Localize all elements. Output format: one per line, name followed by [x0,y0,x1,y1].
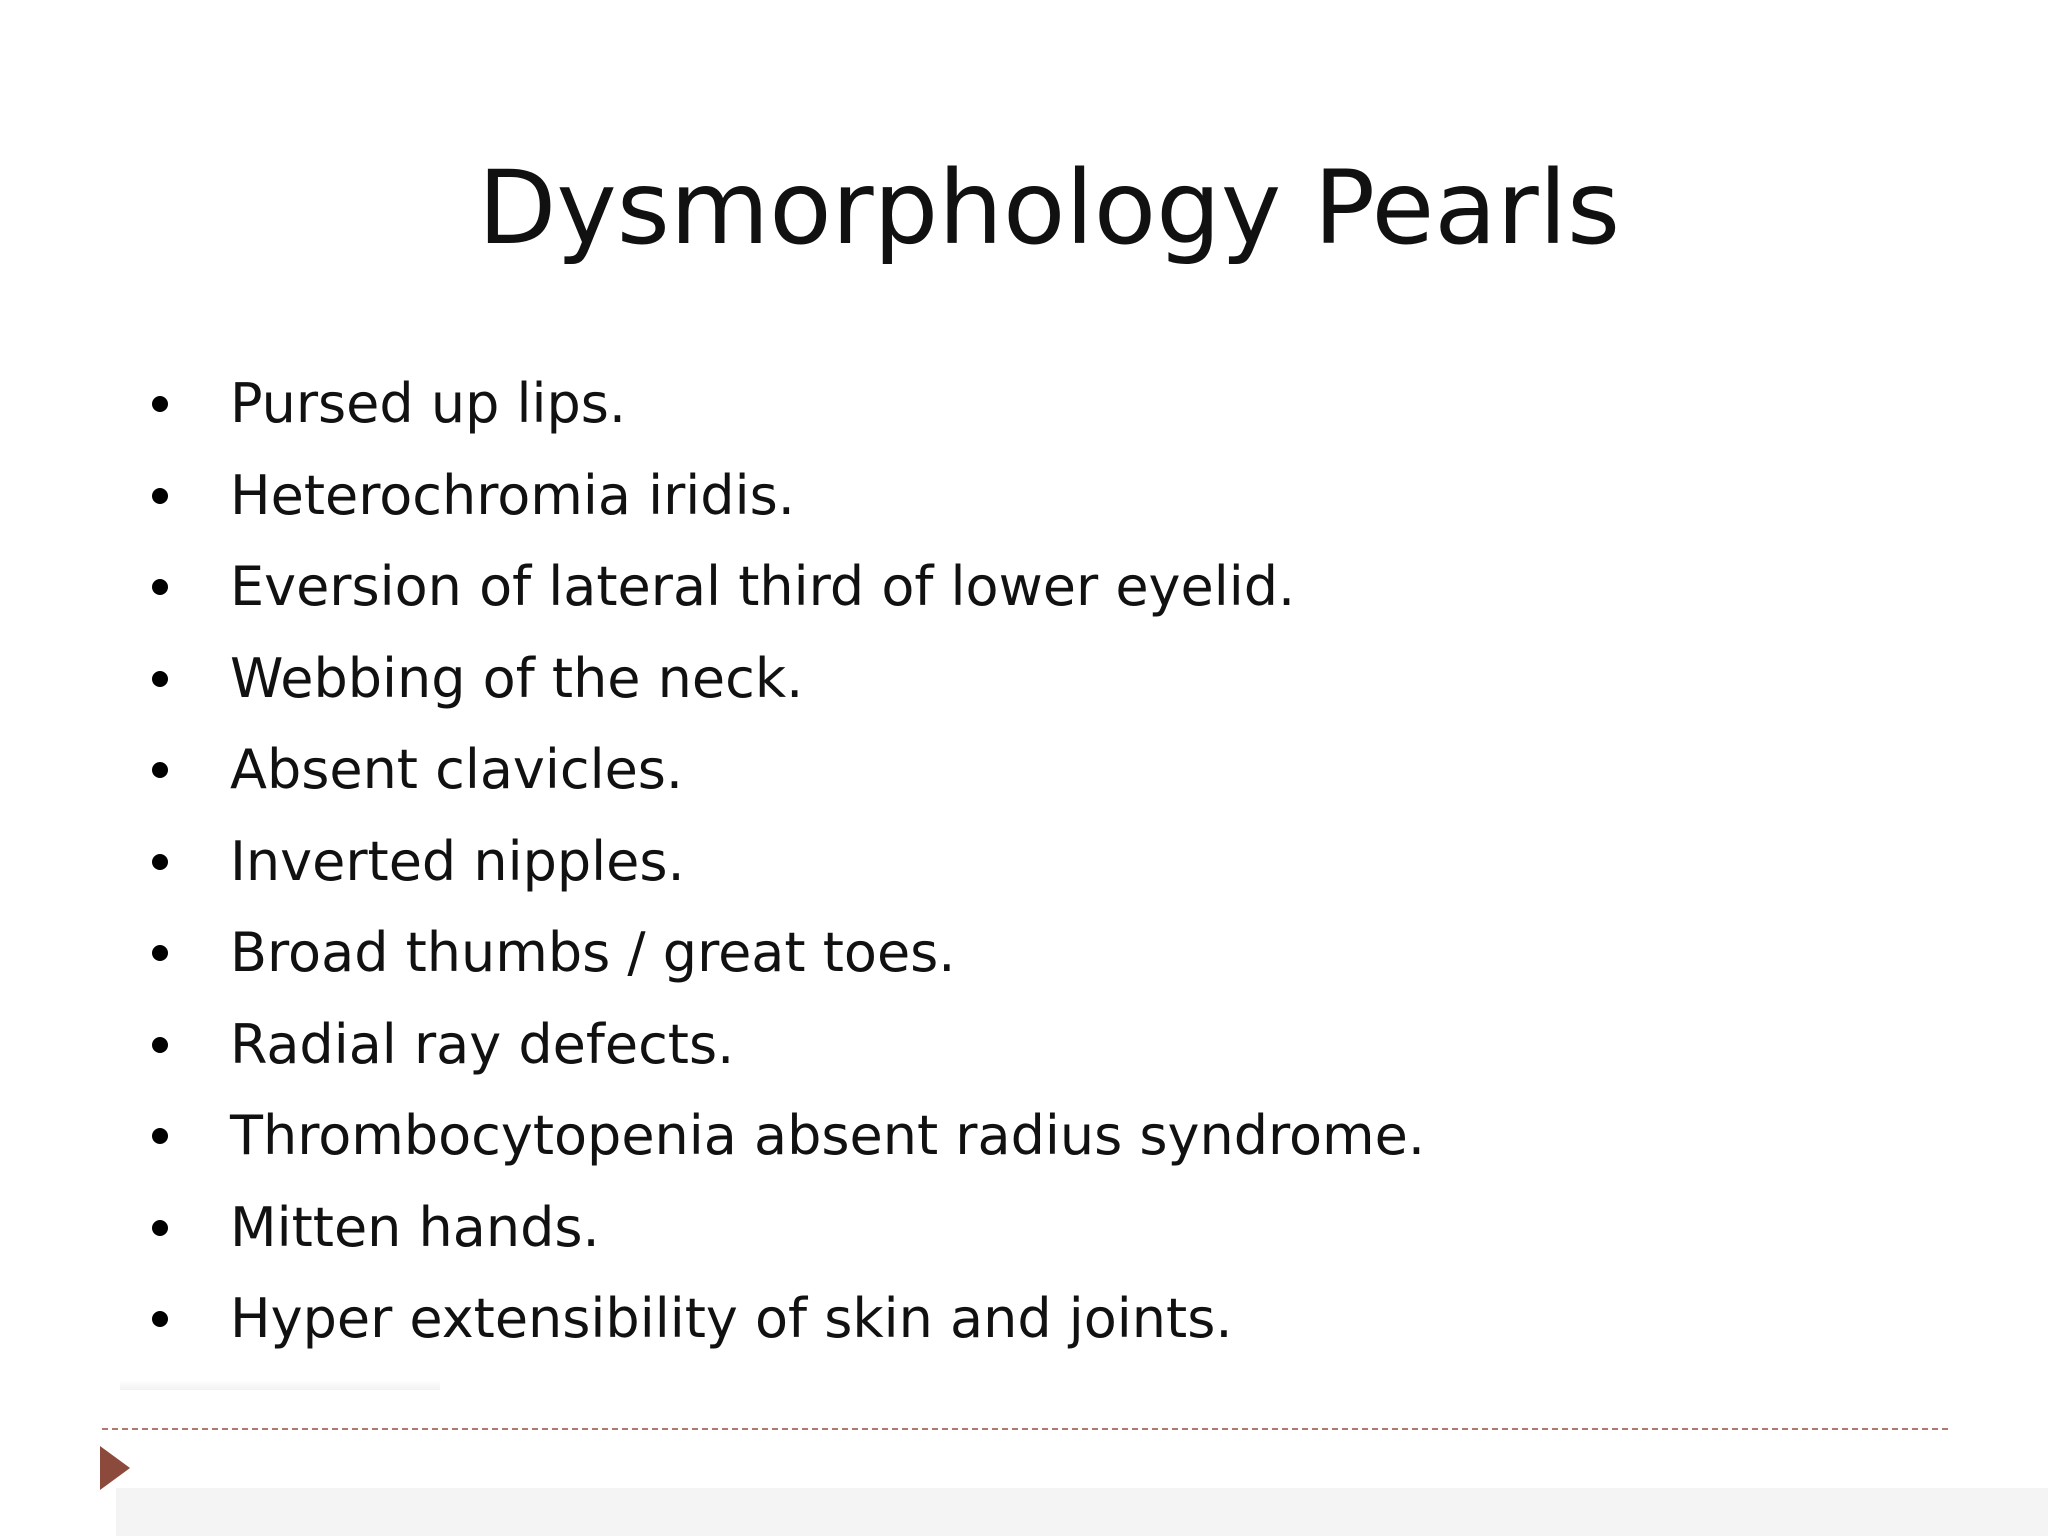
bullet-text: Absent clavicles. [230,738,684,801]
bullet-text: Hyper extensibility of skin and joints. [230,1287,1233,1350]
bullet-icon [152,762,168,778]
bullet-icon [152,579,168,595]
bullet-text: Heterochromia iridis. [230,463,795,527]
bullet-text: Inverted nipples. [230,829,685,893]
bullet-text: Webbing of the neck. [230,646,804,710]
bullet-text: Mitten hands. [230,1195,600,1259]
bullet-icon [152,1037,168,1053]
bullet-icon [152,488,168,504]
cutoff-text-strip [120,1380,440,1390]
bullet-icon [152,671,168,687]
bullet-text: Pursed up lips. [230,372,627,435]
bullet-icon [152,1128,168,1144]
bullet-text: Thrombocytopenia absent radius syndrome. [230,1104,1426,1167]
bullet-icon [152,945,168,961]
slide-title: Dysmorphology Pearls [477,149,1621,268]
bullet-text: Radial ray defects. [230,1012,735,1076]
bullet-icon [152,396,168,412]
bullet-icon [152,1311,168,1327]
bullet-icon [152,854,168,870]
footer-divider [102,1428,1948,1430]
triangle-right-icon [100,1446,130,1490]
bullet-text: Broad thumbs / great toes. [230,921,956,984]
bullet-icon [152,1220,168,1236]
bullet-text: Eversion of lateral third of lower eyelid. [230,555,1296,618]
footer-band [116,1488,2048,1536]
